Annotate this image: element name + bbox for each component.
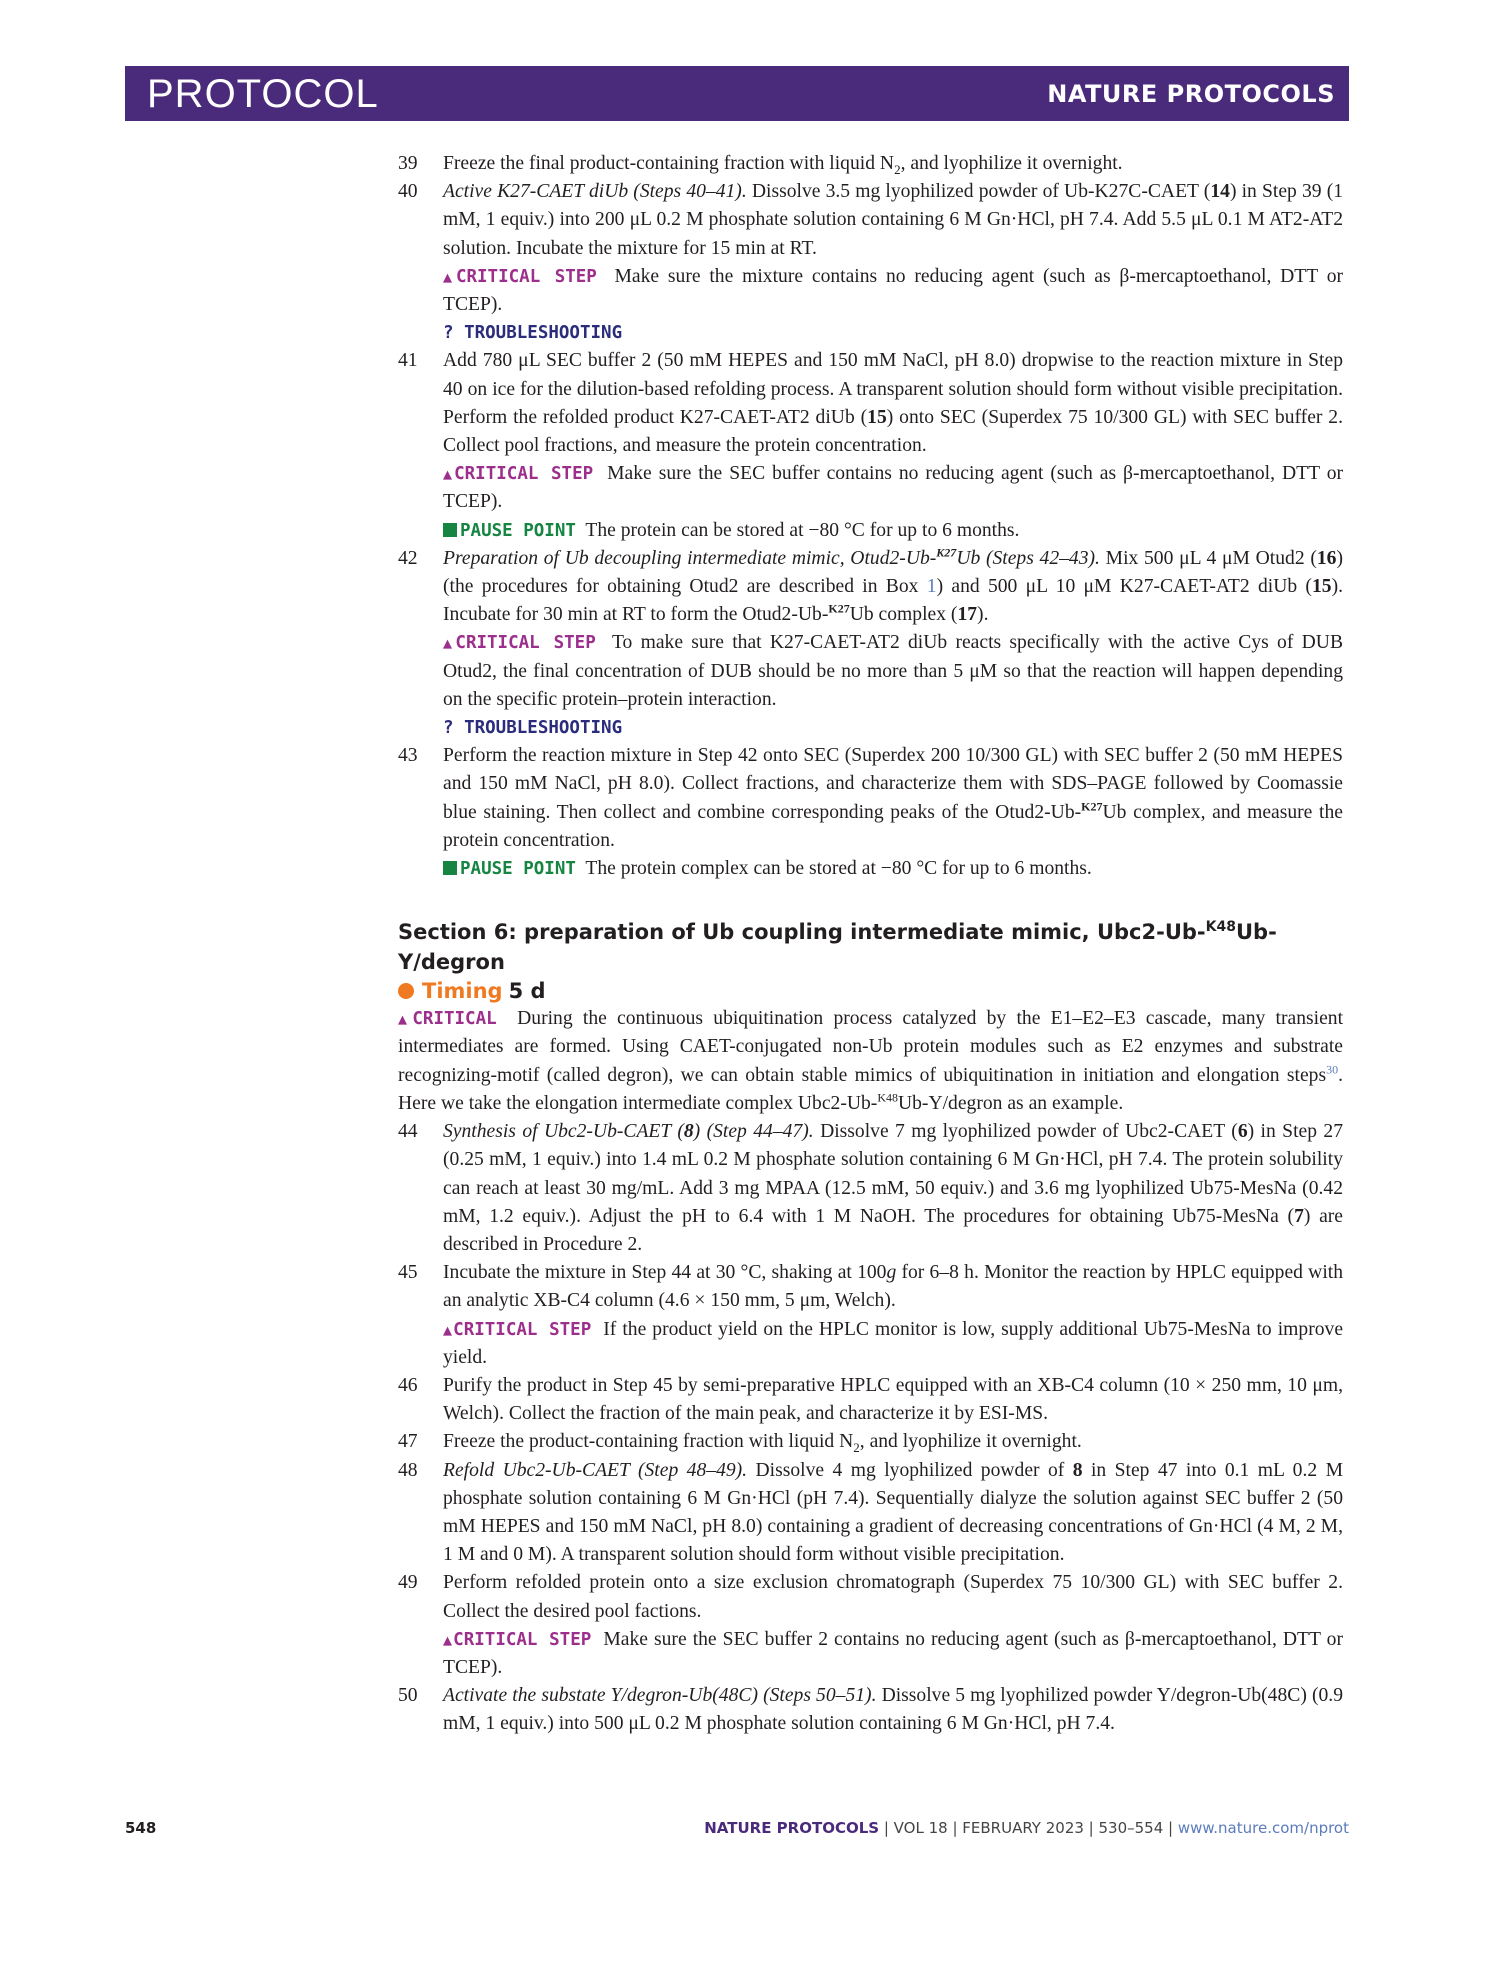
- step-41: 41 Add 780 μL SEC buffer 2 (50 mM HEPES and 150 mM NaCl, pH 8.0) dropwise to the reaction mixture in Step 40 on ice for the dilution-based refolding process. A transparent solution should form without visible precipitation. Perform the refolded product K27-CAET-AT2 diUb (15) onto SEC (Superdex 75 10/300 GL) with SEC buffer 2. Collect pool fractions, and measure the protein concentration. ▲CRITICAL STEP Make sure the SEC buffer contains no reducing agent (such as β-mercaptoethanol, DTT or TCEP). PAUSE POINT The protein can be stored at −80 °C for up to 6 months.: [398, 347, 1343, 544]
- pause-square-icon: [443, 861, 457, 875]
- journal-url-link[interactable]: www.nature.com/nprot: [1177, 1819, 1349, 1837]
- page-number: 548: [125, 1819, 157, 1837]
- troubleshooting-note: [443, 319, 1343, 347]
- step-title: Activate the substate Y/degron-Ub(48C) (Steps 50–51).: [443, 1685, 877, 1707]
- step-title: Preparation of Ub decoupling intermediate mimic, Otud2-Ub-$^{K27}$Ub (Steps 42–43).: [443, 545, 1100, 569]
- compound-ref: 17: [957, 604, 978, 626]
- step-43: 43 Perform the reaction mixture in Step 42 onto SEC (Superdex 200 10/300 GL) with SEC buffer 2 (50 mM HEPES and 150 mM NaCl, pH 8.0). Collect fractions, and characterize them with SDS–PAGE followed by Coomassie blue staining. Then collect and combine corresponding peaks of the Otud2-Ub-$^{K27}$Ub complex, and measure the protein concentration. PAUSE POINT The protein complex can be stored at −80 °C for up to 6 months.: [398, 742, 1343, 883]
- footer-citation: NATURE PROTOCOLS | VOL 18 | FEBRUARY 2023 | 530–554 | www.nature.com/nprot: [704, 1819, 1349, 1837]
- compound-ref: 15: [867, 406, 887, 428]
- step-title: Refold Ubc2-Ub-CAET (Step 48–49).: [443, 1459, 748, 1481]
- step-number: 49: [398, 1572, 418, 1594]
- troubleshooting-label: ? TROUBLESHOOTING: [443, 323, 623, 344]
- step-number: 48: [398, 1459, 418, 1481]
- compound-ref: 14: [1210, 181, 1230, 203]
- timing-dot-icon: [398, 983, 414, 999]
- step-number: 40: [398, 181, 418, 203]
- step-number: 50: [398, 1685, 418, 1707]
- step-number: 47: [398, 1431, 418, 1453]
- critical-label: ▲CRITICAL: [398, 1009, 497, 1030]
- timing-label: Timing: [422, 979, 503, 1004]
- critical-step-note: ▲CRITICAL STEP Make sure the SEC buffer contains no reducing agent (such as β-mercaptoethanol, DTT or TCEP).: [443, 463, 1344, 513]
- compound-ref: 6: [1237, 1121, 1248, 1143]
- warning-triangle-icon: ▲: [398, 1010, 413, 1029]
- step-title: Synthesis of Ubc2-Ub-CAET (8) (Step 44–47).: [443, 1121, 814, 1143]
- troubleshooting-label: ? TROUBLESHOOTING: [443, 718, 623, 739]
- step-44: 44 Synthesis of Ubc2-Ub-CAET (8) (Step 44–47). Dissolve 7 mg lyophilized powder of Ubc2-CAET (6) in Step 27 (0.25 mM, 1 equiv.) into 1.4 mL 0.2 M phosphate solution containing 6 M Gn·HCl, pH 7.4. The protein solubility can reach at least 30 mg/mL. Add 3 mg MPAA (12.5 mM, 50 equiv.) and 3.6 mg lyophilized Ub75-MesNa (0.42 mM, 1.2 equiv.). Adjust the pH to 6.4 with 1 M NaOH. The procedures for obtaining Ub75-MesNa (7) are described in Procedure 2.: [398, 1118, 1343, 1259]
- step-40: 40 Active K27-CAET diUb (Steps 40–41). Dissolve 3.5 mg lyophilized powder of Ub-K27C-CAET (14) in Step 39 (1 mM, 1 equiv.) into 200 μL 0.2 M phosphate solution containing 6 M Gn·HCl, pH 7.4. Add 5.5 μL 0.1 M AT2-AT2 solution. Incubate the mixture for 15 min at RT. ▲CRITICAL STEP Make sure the mixture contains no reducing agent (such as β-mercaptoethanol, DTT or TCEP). ? TROUBLESHOOTING: [398, 178, 1343, 347]
- warning-triangle-icon: ▲: [443, 634, 456, 653]
- compound-ref: 7: [1294, 1205, 1304, 1227]
- section-intro: ▲CRITICAL During the continuous ubiquitination process catalyzed by the E1–E2–E3 cascade, many transient intermediates are formed. Using CAET-conjugated non-Ub protein modules such as E2 enzymes and substrate recognizing-motif (called degron), we can obtain stable mimics of ubiquitination in initiation and elongation steps$^{30}$. Here we take the elongation intermediate complex Ubc2-Ub-$^{K48}$Ub-Y/degron as an example.: [398, 1008, 1344, 1114]
- step-46: 46 Purify the product in Step 45 by semi-preparative HPLC equipped with an XB-C4 column (10 × 250 mm, 10 μm, Welch). Collect the fraction of the main peak, and characterize it by ESI-MS.: [398, 1372, 1343, 1428]
- pause-point-label: PAUSE POINT: [443, 859, 576, 879]
- page-body: [398, 150, 1343, 1739]
- step-47: 47 Freeze the product-containing fraction with liquid $N_2$, and lyophilize it overnight.: [398, 1428, 1343, 1456]
- critical-step-label: ▲CRITICAL STEP: [443, 464, 594, 485]
- step-50: 50 Activate the substate Y/degron-Ub(48C) (Steps 50–51). Dissolve 5 mg lyophilized powder Y/degron-Ub(48C) (0.9 mM, 1 equiv.) into 500 μL 0.2 M phosphate solution containing 6 M Gn·HCl, pH 7.4.: [398, 1682, 1343, 1738]
- box-link[interactable]: 1: [926, 576, 937, 598]
- troubleshooting-note: [443, 714, 1343, 742]
- compound-ref: 16: [1316, 547, 1337, 569]
- critical-step-note: ▲CRITICAL STEP If the product yield on the HPLC monitor is low, supply additional Ub75-MesNa to improve yield.: [443, 1318, 1344, 1368]
- pause-point-note: PAUSE POINT The protein can be stored at −80 °C for up to 6 months.: [443, 517, 1343, 545]
- step-48: 48 Refold Ubc2-Ub-CAET (Step 48–49). Dissolve 4 mg lyophilized powder of 8 in Step 47 into 0.1 mL 0.2 M phosphate solution containing 6 M Gn·HCl (pH 7.4). Sequentially dialyze the solution against SEC buffer 2 (50 mM HEPES and 150 mM NaCl, pH 8.0) containing a gradient of decreasing concentrations of Gn·HCl (4 M, 2 M, 1 M and 0 M). A transparent solution should form without visible precipitation.: [398, 1457, 1343, 1570]
- warning-triangle-icon: ▲: [443, 1630, 454, 1649]
- step-number: 42: [398, 547, 418, 569]
- critical-step-label: ▲CRITICAL STEP: [443, 633, 596, 654]
- warning-triangle-icon: ▲: [443, 267, 456, 286]
- compound-ref: 15: [1311, 576, 1332, 598]
- critical-step-note: ▲CRITICAL STEP Make sure the SEC buffer 2 contains no reducing agent (such as β-mercaptoethanol, DTT or TCEP).: [443, 1628, 1343, 1678]
- header-section-label: PROTOCOL: [147, 72, 379, 116]
- section-heading: Section 6: preparation of Ub coupling intermediate mimic, Ubc2-Ub-$^{K48}$Ub-Y/degron: [398, 919, 1277, 975]
- step-number: 39: [398, 153, 418, 174]
- running-header: [125, 66, 1349, 121]
- timing-line: [398, 977, 1343, 1005]
- step-39: 39 Freeze the final product-containing fraction with liquid $N_2$, and lyophilize it overnight.: [398, 150, 1343, 178]
- pause-point-label: PAUSE POINT: [443, 521, 576, 541]
- header-journal-name: NATURE PROTOCOLS: [1047, 80, 1335, 108]
- warning-triangle-icon: ▲: [443, 465, 455, 484]
- step-number: 43: [398, 745, 418, 767]
- reference-link[interactable]: 30: [1326, 1062, 1339, 1077]
- step-number: 45: [398, 1262, 418, 1284]
- critical-step-note: ▲CRITICAL STEP Make sure the mixture contains no reducing agent (such as β-mercaptoethanol, DTT or TCEP).: [443, 265, 1344, 316]
- step-42: 42 Preparation of Ub decoupling intermediate mimic, Otud2-Ub-$^{K27}$Ub (Steps 42–43). Mix 500 μL 4 μM Otud2 (16) (the procedures for obtaining Otud2 are described in Box 1) and 500 μL 10 μM K27-CAET-AT2 diUb (15). Incubate for 30 min at RT to form the Otud2-Ub-$^{K27}$Ub complex (17). ▲CRITICAL STEP To make sure that K27-CAET-AT2 diUb reacts specifically with the active Cys of DUB Otud2, the final concentration of DUB should be no more than 5 μM so that the reaction will happen depending on the specific protein–protein interaction. ? TROUBLESHOOTING: [398, 545, 1343, 742]
- pause-square-icon: [443, 523, 457, 537]
- step-number: 44: [398, 1121, 418, 1143]
- timing-value: 5 d: [508, 979, 546, 1004]
- compound-ref: 8: [1072, 1459, 1083, 1481]
- step-title: Active K27-CAET diUb (Steps 40–41).: [443, 181, 747, 203]
- step-number: 41: [398, 350, 418, 372]
- step-45: 45 Incubate the mixture in Step 44 at 30 °C, shaking at 100g for 6–8 h. Monitor the reaction by HPLC equipped with an analytic XB-C4 column (4.6 × 150 mm, 5 μm, Welch). ▲CRITICAL STEP If the product yield on the HPLC monitor is low, supply additional Ub75-MesNa to improve yield.: [398, 1259, 1343, 1372]
- step-49: 49 Perform refolded protein onto a size exclusion chromatograph (Superdex 75 10/300 GL) with SEC buffer 2. Collect the desired pool factions. ▲CRITICAL STEP Make sure the SEC buffer 2 contains no reducing agent (such as β-mercaptoethanol, DTT or TCEP).: [398, 1569, 1343, 1682]
- critical-step-label: ▲CRITICAL STEP: [443, 266, 597, 287]
- step-number: 46: [398, 1374, 418, 1396]
- critical-step-label: ▲CRITICAL STEP: [443, 1629, 592, 1650]
- critical-step-note: ▲CRITICAL STEP To make sure that K27-CAET-AT2 diUb reacts specifically with the active Cys of DUB Otud2, the final concentration of DUB should be no more than 5 μM so that the reaction will happen depending on the specific protein–protein interaction.: [443, 632, 1344, 710]
- pause-point-note: PAUSE POINT The protein complex can be stored at −80 °C for up to 6 months.: [443, 855, 1343, 883]
- critical-step-label: ▲CRITICAL STEP: [443, 1319, 592, 1340]
- warning-triangle-icon: ▲: [443, 1320, 454, 1339]
